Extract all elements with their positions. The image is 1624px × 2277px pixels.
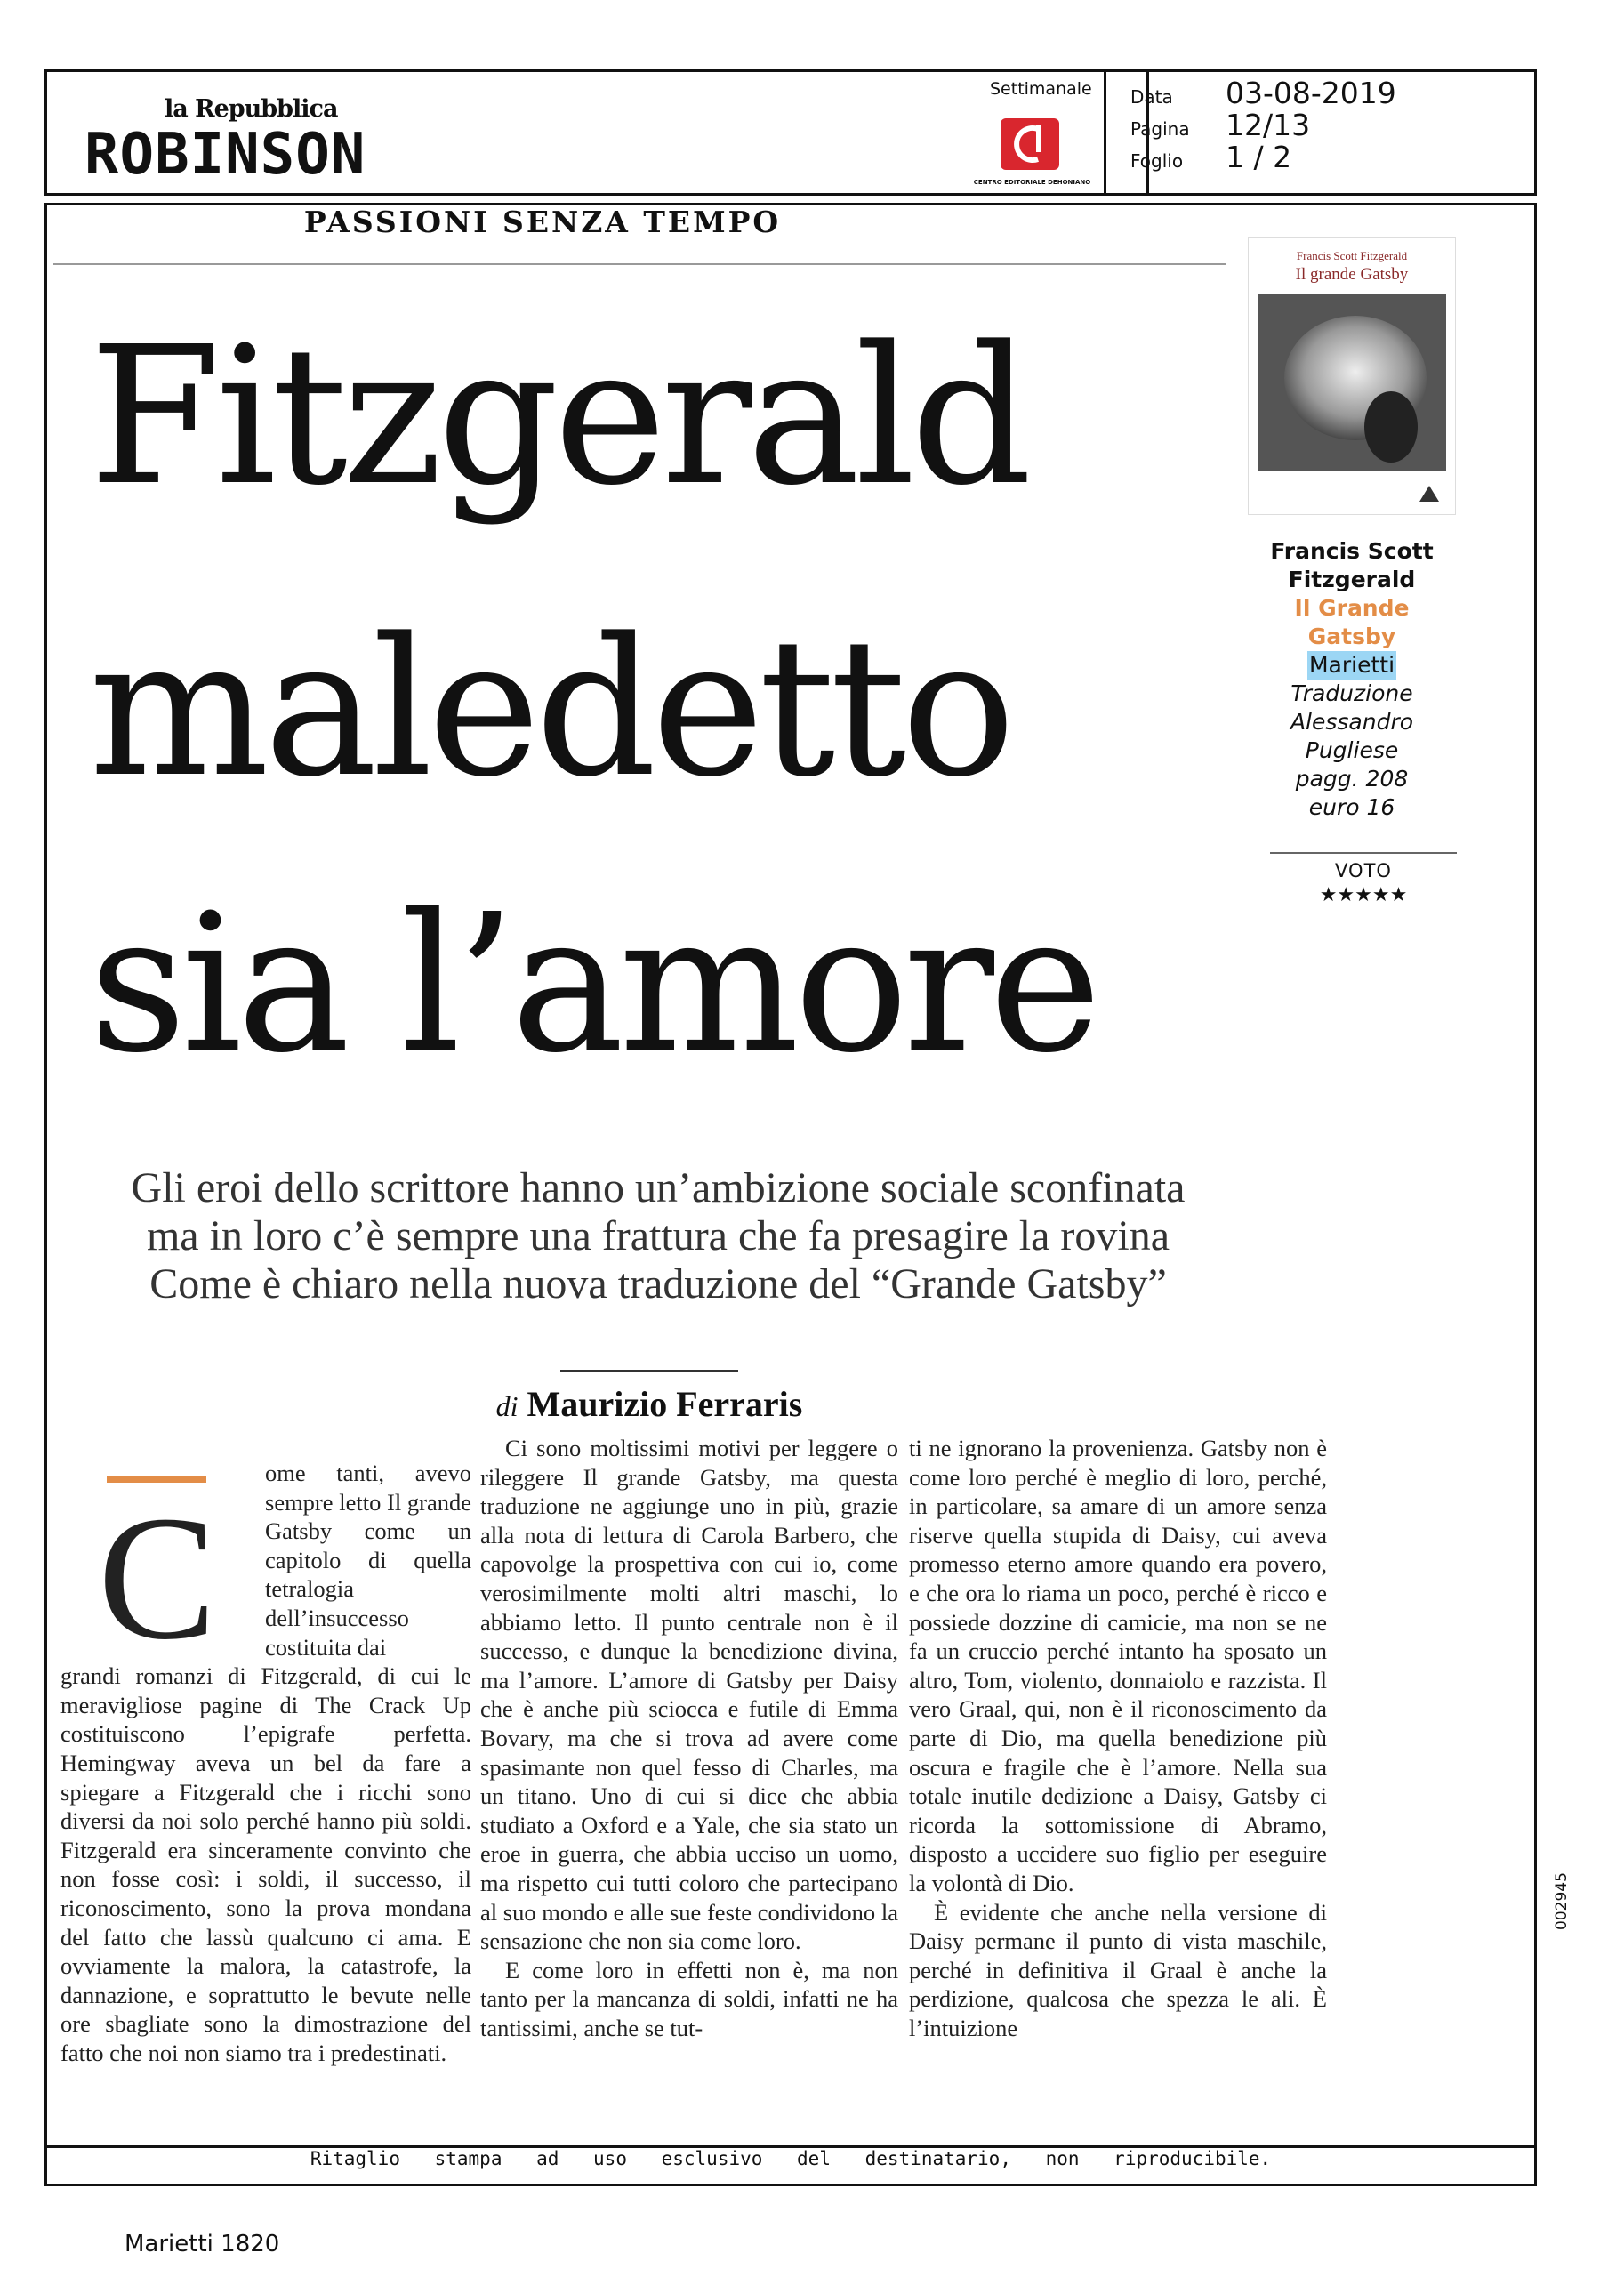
translator-line-1: Alessandro [1290, 709, 1414, 735]
cover-photo [1258, 294, 1446, 471]
col2-paragraph-2: E come loro in effetti non è, ma non tanto per la mancanza di soldi, infatti ne ha tantissimi, anche se tut- [480, 1956, 898, 2041]
supplement-name: ROBINSON [84, 122, 366, 188]
rating-stars: ★★★★★ [1319, 883, 1408, 905]
translation-label: Traduzione [1290, 680, 1413, 706]
book-author-line-2: Fitzgerald [1288, 567, 1416, 592]
book-cover [1249, 238, 1455, 514]
deck-line-2: ma in loro c’è sempre una frattura che fa presagire la rovina [146, 1212, 1170, 1259]
book-info [1245, 537, 1459, 822]
col3-paragraph-1: ti ne ignorano la provenienza. Gatsby non è come loro perché è meglio di loro, perché, in particolare, sa amare di un amore senza riserve quella stupida di Daisy, cui aveva promesso eterno amore quando era povero, e che ora lo riama un poco, perché è ricco e possiede dozzine di camicie, ma non se ne fa un cruccio perché intanto ha sposato un altro, Tom, violento, donnaiolo e razzista. Il vero Graal, qui, non è il riconoscimento da parte di Dio, ma quella benedizione più oscura e fragile che è l’amore. Nella sua totale inutile dedizione a Daisy, Gatsby ci ricorda la sottomissione di Abramo, disposto a uccidere suo figlio per eseguire la volontà di Dio. [909, 1435, 1327, 1896]
headline-line-2: maledetto [89, 598, 1011, 819]
header-box [44, 69, 1537, 196]
page-label: Pagina [1130, 118, 1190, 140]
book-title-line-1: Il Grande [1294, 595, 1410, 621]
book-price: euro 16 [1308, 794, 1395, 820]
client-label: Marietti 1820 [125, 2231, 280, 2257]
rubric-rule [53, 263, 1226, 265]
ced-logo [999, 117, 1061, 172]
side-code: 002945 [1553, 1872, 1571, 1930]
sheet-label: Foglio [1130, 150, 1184, 172]
headline-line-3: sia l’amore [89, 873, 1097, 1095]
date-value: 03-08-2019 [1226, 76, 1396, 110]
cover-title: Il grande Gatsby [1295, 265, 1409, 284]
byline-rule [560, 1370, 738, 1372]
drop-cap: C [98, 1480, 217, 1677]
col1-top-text: ome tanti, avevo sempre letto Il grande Gatsby come un capitolo di quella tetralogia dell’insuccesso costituita dai [265, 1460, 471, 1661]
clipping-note: Ritaglio stampa ad uso esclusivo del destinatario, non riproducibile. [310, 2148, 1272, 2169]
col1-rest-text: grandi romanzi di Fitzgerald, di cui le meravigliose pagine di The Crack Up costituiscono l’epigrafe perfetta. Hemingway aveva un bel da fare a spiegare a Fitzgerald che i ricchi sono diversi da noi solo perché hanno più soldi. Fitzgerald era sinceramente convinto che non fosse così: i soldi, il successo, il riconoscimento, sono la prova mondana del fatto che lassù qualcuno ci ama. E ovviamente la malora, la catastrofe, la dannazione, e soprattutto le bevute nelle ore sbagliate sono la dimostrazione del fatto che noi non siamo tra i predestinati. [60, 1662, 471, 2066]
byline-prefix: di [495, 1390, 519, 1422]
sheet-value: 1 / 2 [1226, 140, 1292, 174]
periodicity-label: Settimanale [990, 79, 1092, 99]
column-2 [480, 1434, 898, 2042]
sidebar-rule [1270, 852, 1457, 854]
vote-label: VOTO [1335, 860, 1392, 881]
publication-name: la Repubblica [165, 95, 338, 123]
header-divider [1104, 72, 1106, 193]
headline-line-1: Fitzgerald [89, 306, 1027, 527]
date-label: Data [1130, 86, 1173, 108]
publisher-mark-icon [1416, 482, 1443, 505]
column-1 [60, 1459, 471, 2067]
byline [418, 1383, 880, 1425]
column-3 [909, 1434, 1327, 2042]
translator-line-2: Pugliese [1305, 737, 1399, 763]
book-title-line-2: Gatsby [1307, 624, 1396, 649]
col3-paragraph-2: È evidente che anche nella versione di Daisy permane il punto di vista maschile, perché in definitiva il Graal è anche la perdizione, qualcosa che spezza le ali. È l’intuizione [909, 1898, 1327, 2041]
deck-line-1: Gli eroi dello scrittore hanno un’ambizione sociale sconfinata [131, 1164, 1186, 1211]
book-author-line-1: Francis Scott [1270, 538, 1434, 564]
book-publisher: Marietti [1308, 652, 1395, 678]
page-value: 12/13 [1226, 108, 1311, 142]
author-name: Maurizio Ferraris [527, 1384, 803, 1424]
book-pages: pagg. 208 [1295, 766, 1409, 792]
deck-line-3: Come è chiaro nella nuova traduzione del “Grande Gatsby” [149, 1260, 1167, 1307]
logo-caption: CENTRO EDITORIALE DEHONIANO [973, 179, 1091, 186]
rubric: PASSIONI SENZA TEMPO [303, 205, 782, 239]
cover-author: Francis Scott Fitzgerald [1296, 249, 1408, 262]
col2-paragraph-1: Ci sono moltissimi motivi per leggere o rileggere Il grande Gatsby, ma questa traduzione ne aggiunge uno in più, grazie alla nota di lettura di Carola Barbero, che capovolge la prospettiva con cui io, come verosimilmente molti altri maschi, lo abbiamo letto. Il punto centrale non è il successo, e dunque la benedizione divina, ma l’amore. L’amore di Gatsby per Daisy che è anche più sciocca e futile di Emma Bovary, ma che si trova ad avere come spasimante non quel fesso di Charles, ma un titano. Uno di cui si dice che abbia studiato a Oxford e a Yale, che sia stato un eroe in guerra, che abbia ucciso un uomo, ma rispetto cui tutti coloro che partecipano al suo mondo e alle sue feste condividono la sensazione che non sia come loro. [480, 1435, 898, 1955]
